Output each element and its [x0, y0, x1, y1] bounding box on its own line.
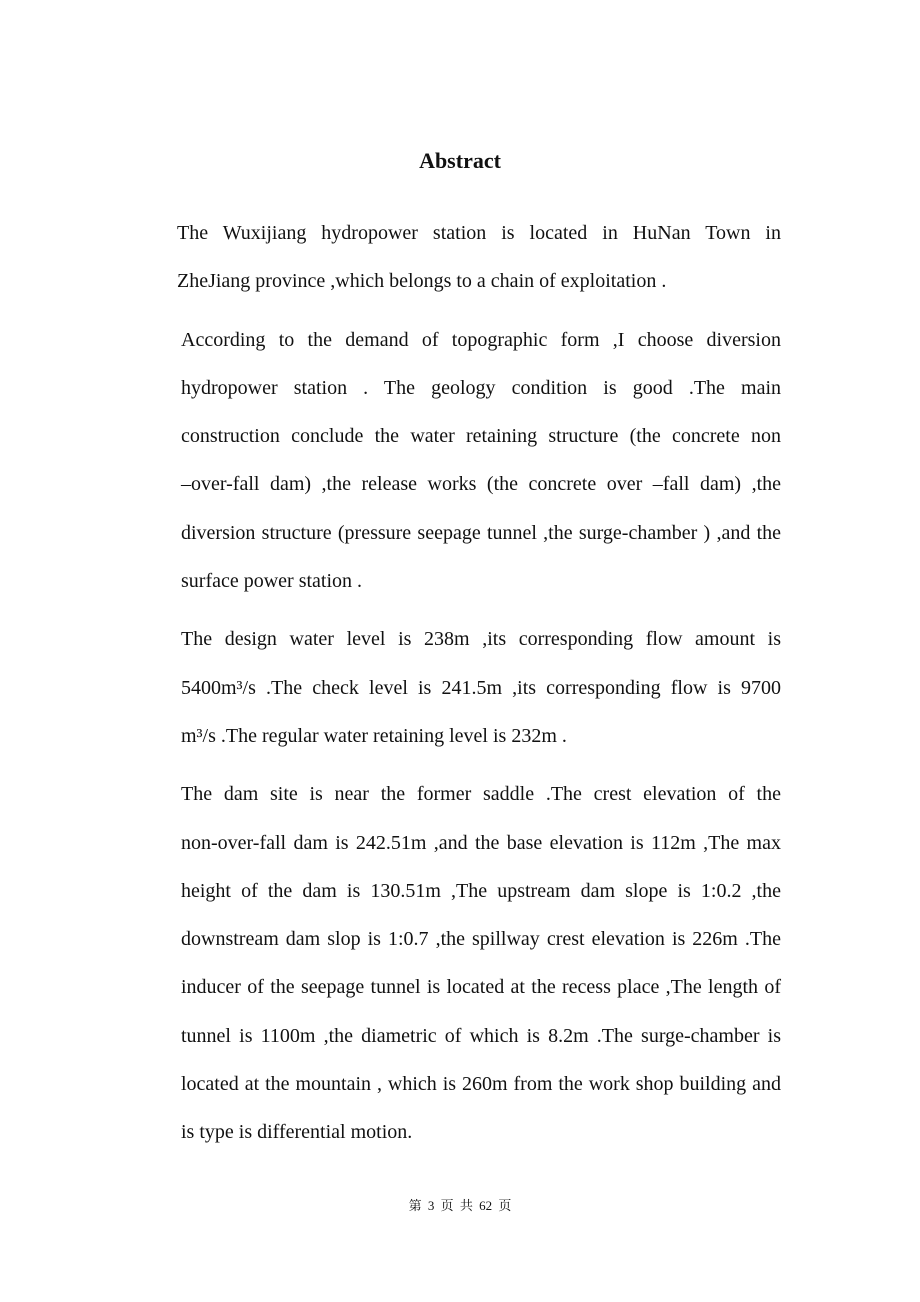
paragraph-1 — [139, 209, 781, 306]
page-footer: 第 3 页 共 62 页 — [408, 1198, 512, 1213]
page-title: Abstract — [419, 148, 501, 173]
text-line: height of the dam is 130.51m ,The upstream dam slope is 1:0.2 ,the — [181, 879, 781, 902]
text-line: The Wuxijiang hydropower station is located in HuNan Town in — [177, 222, 781, 244]
abstract-body — [139, 209, 781, 1167]
text-line: 5400m³/s .The check level is 241.5m ,its corresponding flow is 9700 — [181, 676, 781, 699]
text-line: non-over-fall dam is 242.51m ,and the base elevation is 112m ,The max — [181, 831, 781, 854]
text-line: hydropower station . The geology condition is good .The main — [181, 376, 781, 399]
text-line: construction conclude the water retaining structure (the concrete non — [181, 425, 781, 448]
text-line: The dam site is near the former saddle .The crest elevation of the — [181, 783, 781, 806]
text-line: located at the mountain , which is 260m from the work shop building and — [181, 1073, 781, 1096]
text-line: is type is differential motion. — [181, 1121, 413, 1144]
text-line: tunnel is 1100m ,the diametric of which is 8.2m .The surge-chamber is — [181, 1024, 781, 1047]
text-line: surface power station . — [181, 570, 363, 593]
text-line: ZheJiang province ,which belongs to a chain of exploitation . — [177, 270, 667, 293]
text-line: diversion structure (pressure seepage tunnel ,the surge-chamber ) ,and the — [181, 521, 781, 544]
text-line: downstream dam slop is 1:0.7 ,the spillway crest elevation is 226m .The — [181, 928, 781, 951]
paragraph-2 — [139, 316, 781, 606]
text-line: The design water level is 238m ,its corresponding flow amount is — [181, 628, 781, 651]
paragraph-3 — [139, 615, 781, 760]
text-line: m³/s .The regular water retaining level is 232m . — [181, 724, 567, 747]
paragraph-4 — [139, 770, 781, 1156]
text-line: –over-fall dam) ,the release works (the concrete over –fall dam) ,the — [181, 473, 781, 496]
text-line: inducer of the seepage tunnel is located at the recess place ,The length of — [181, 976, 781, 999]
text-line: According to the demand of topographic form ,I choose diversion — [181, 328, 781, 351]
